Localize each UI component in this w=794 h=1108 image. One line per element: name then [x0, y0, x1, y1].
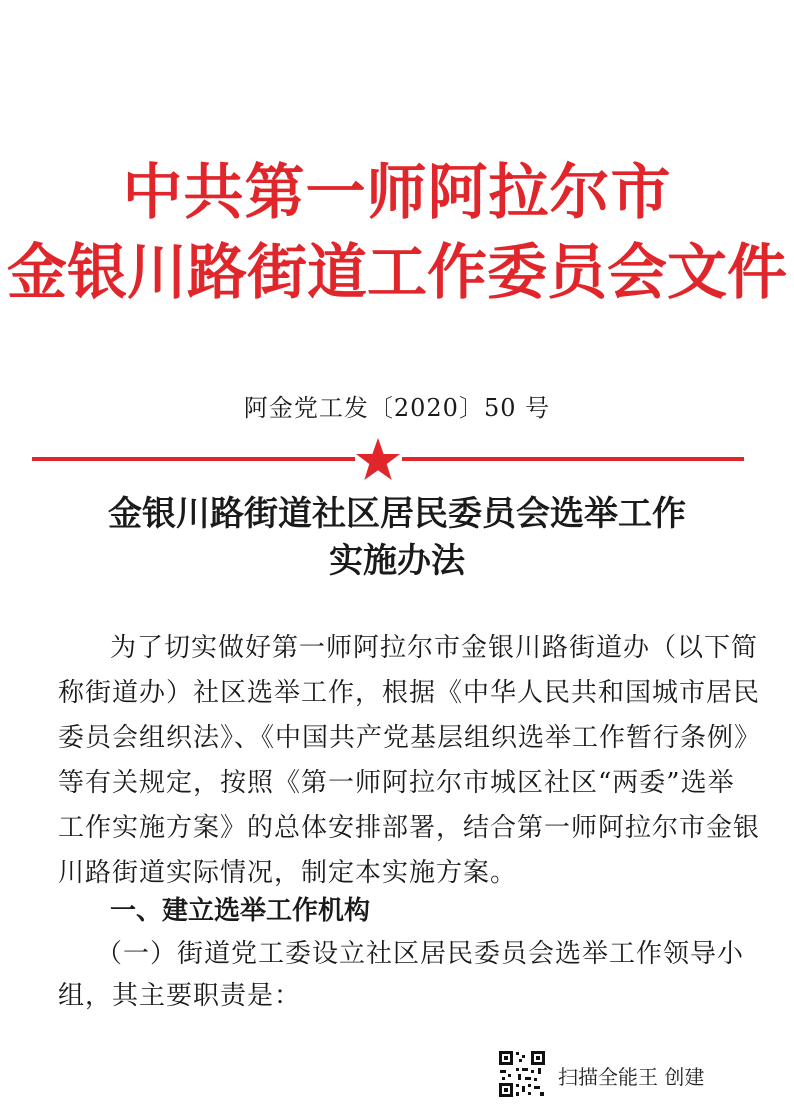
document-number: 阿金党工发〔2020〕50 号	[243, 394, 551, 422]
red-star-icon	[355, 437, 401, 481]
body-paragraph-line: 川路街道实际情况，制定本实施方案。	[58, 858, 518, 888]
header-title-line-1: 中共第一师阿拉尔市	[122, 158, 672, 228]
body-paragraph-line: 为了切实做好第一师阿拉尔市金银川路街道办（以下简	[110, 633, 759, 663]
body-paragraph-line: 等有关规定，按照《第一师阿拉尔市城区社区“两委”选举	[58, 768, 735, 798]
body-paragraph-line: 委员会组织法》、《中国共产党基层组织选举工作暂行条例》	[58, 723, 762, 753]
document-title-line-1: 金银川路街道社区居民委员会选举工作	[108, 494, 686, 534]
red-divider-left	[32, 457, 355, 461]
red-divider-right	[402, 457, 744, 461]
scanner-watermark	[498, 1050, 748, 1098]
document-title-line-2: 实施办法	[329, 541, 465, 581]
scanner-credit-text: 扫描全能王 创建	[558, 1065, 705, 1089]
header-title-line-2: 金银川路街道工作委员会文件	[7, 238, 787, 308]
section-heading: 一、建立选举工作机构	[110, 896, 371, 926]
body-paragraph-line: 工作实施方案》的总体安排部署，结合第一师阿拉尔市金银	[58, 813, 761, 843]
body-paragraph-line: （一）街道党工委设立社区居民委员会选举工作领导小	[96, 939, 745, 969]
qr-code-icon	[498, 1050, 546, 1098]
body-paragraph-line: 称街道办）社区选举工作，根据《中华人民共和国城市居民	[58, 678, 761, 708]
body-paragraph-line: 组，其主要职责是：	[58, 981, 302, 1011]
